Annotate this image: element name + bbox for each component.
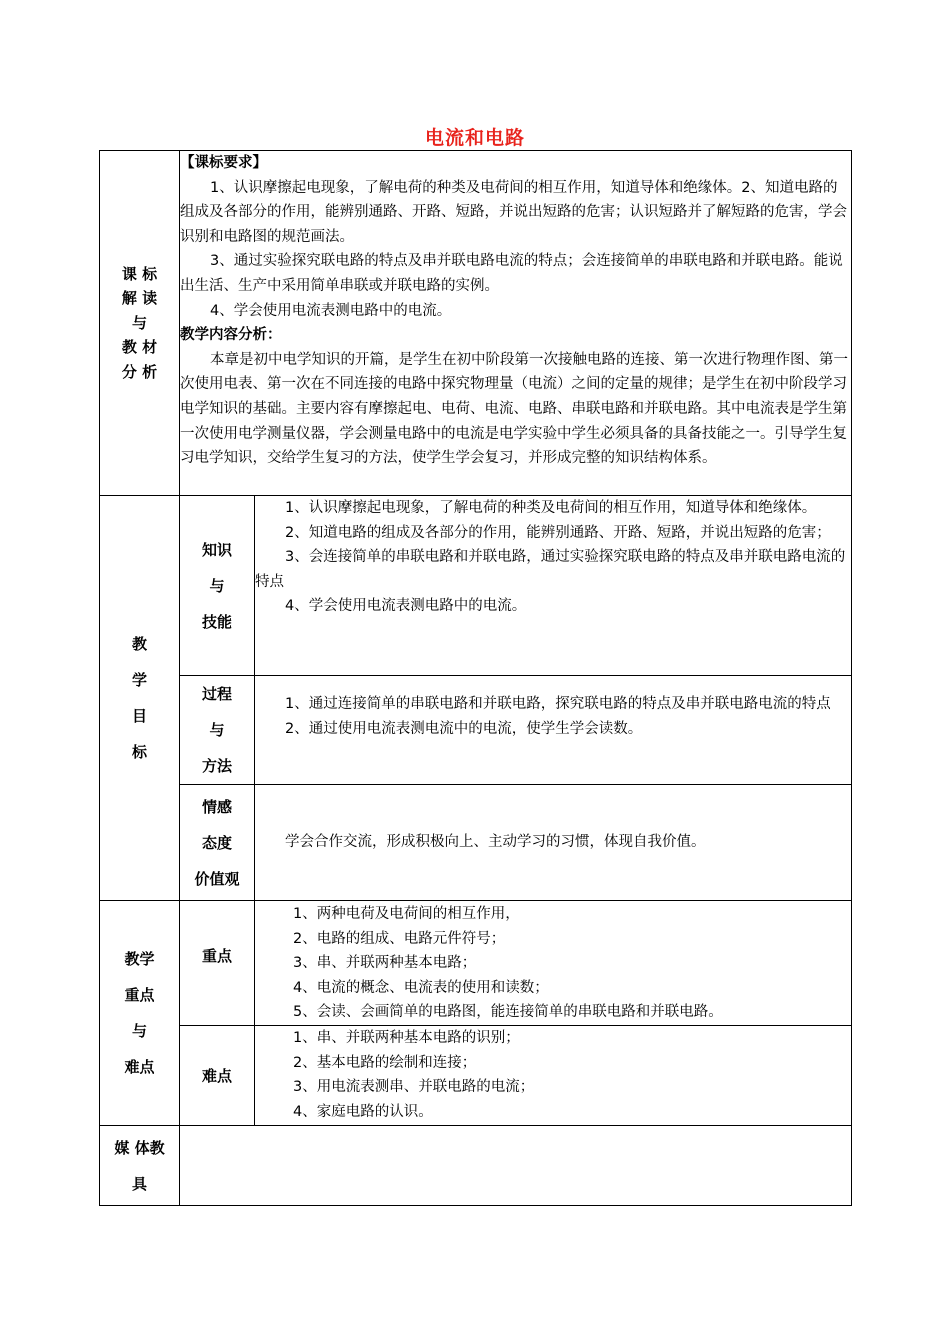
teaching-goals-label bbox=[100, 496, 180, 901]
media-tools-label bbox=[100, 1126, 180, 1206]
key-point-item: 5、会读、会画简单的电路图，能连接简单的串联电路和并联电路。 bbox=[293, 1004, 723, 1021]
label-line: 分 析 bbox=[121, 362, 158, 381]
media-tools-content bbox=[180, 1126, 852, 1206]
label-line: 与 bbox=[131, 1022, 147, 1040]
difficult-point-item: 4、家庭电路的认识。 bbox=[293, 1103, 433, 1120]
difficult-point-item: 2、基本电路的绘制和连接； bbox=[293, 1054, 477, 1071]
knowledge-skills-content bbox=[255, 496, 852, 676]
key-points-label: 重点 bbox=[180, 901, 255, 1026]
key-point-item: 4、电流的概念、电流表的使用和读数； bbox=[293, 979, 549, 996]
label-line: 与 bbox=[131, 313, 147, 332]
process-method-content bbox=[255, 676, 852, 785]
teaching-goals-row-1 bbox=[100, 496, 852, 676]
goal-item: 1、通过连接简单的串联电路和并联电路，探究联电路的特点及串并联电路电流的特点 bbox=[285, 696, 831, 712]
curriculum-analysis-content bbox=[180, 151, 852, 496]
label-line: 情感 bbox=[201, 797, 232, 816]
teaching-goals-row-3 bbox=[100, 785, 852, 901]
label-line: 与 bbox=[209, 576, 225, 595]
key-points-row bbox=[100, 901, 852, 1026]
label-line: 方法 bbox=[201, 757, 232, 775]
content-analysis-text: 本章是初中电学知识的开篇，是学生在初中阶段第一次接触电路的连接、第一次进行物理作图、第一次使用电表、第一次在不同连接的电路中探究物理量（电流）之间的定量的规律；是学生在初中阶段学习电学知识的基础。主要内容有摩擦起电、电荷、电流、电路、串联电路和并联电路。其中电流表是学生第一次使用电学测量仪器，学会测量电路中的电流是电学实验中学生必须具备的具备技能之一。引导学生复习电学知识，交给学生复习的方法，使学生学会复习，并形成完整的知识结构体系。 bbox=[180, 351, 848, 467]
label-line: 具 bbox=[131, 1175, 147, 1193]
goal-item: 1、认识摩擦起电现象，了解电荷的种类及电荷间的相互作用，知道导体和绝缘体。 bbox=[285, 500, 817, 516]
goal-item: 2、通过使用电流表测电流中的电流，使学生学会读数。 bbox=[285, 720, 643, 737]
key-point-item: 3、串、并联两种基本电路； bbox=[293, 955, 477, 972]
label-line: 过程 bbox=[201, 685, 232, 703]
label-line: 教 材 bbox=[121, 338, 158, 357]
label-line: 标 bbox=[131, 743, 147, 761]
label-line: 与 bbox=[209, 721, 225, 739]
label-line: 教学 bbox=[124, 950, 155, 968]
goal-item: 3、会连接简单的串联电路和并联电路，通过实验探究联电路的特点及串并联电路电流的特点 bbox=[255, 549, 846, 590]
lesson-plan-table bbox=[99, 150, 852, 1206]
content-analysis-heading: 教学内容分析： bbox=[180, 327, 282, 344]
label-line: 态度 bbox=[201, 833, 232, 852]
label-line: 技能 bbox=[201, 612, 232, 631]
curriculum-analysis-row bbox=[100, 151, 852, 496]
label-line: 学 bbox=[131, 671, 147, 689]
curriculum-heading: 【课标要求】 bbox=[180, 155, 267, 171]
difficult-points-content bbox=[255, 1026, 852, 1126]
difficult-points-label: 难点 bbox=[180, 1026, 255, 1126]
goal-item: 4、学会使用电流表测电路中的电流。 bbox=[285, 598, 527, 615]
label-line: 难点 bbox=[124, 1058, 155, 1076]
key-point-item: 2、电路的组成、电路元件符号； bbox=[293, 930, 506, 947]
label-line: 知识 bbox=[201, 540, 232, 559]
difficult-point-item: 1、串、并联两种基本电路的识别； bbox=[293, 1030, 520, 1046]
label-line: 媒 体教 bbox=[114, 1139, 165, 1157]
curriculum-item: 3、通过实验探究联电路的特点及串并联电路电流的特点；会连接简单的串联电路和并联电路。能说出生活、生产中采用简单串联或并联电路的实例。 bbox=[180, 253, 843, 294]
label-line: 课 标 bbox=[121, 264, 158, 283]
knowledge-skills-label bbox=[180, 496, 255, 676]
label-line: 价值观 bbox=[194, 869, 240, 888]
teaching-goals-row-2 bbox=[100, 676, 852, 785]
label-line: 解 读 bbox=[121, 289, 158, 308]
label-line: 重点 bbox=[124, 986, 155, 1004]
goal-item: 2、知道电路的组成及各部分的作用，能辨别通路、开路、短路，并说出短路的危害； bbox=[285, 524, 831, 541]
goal-item: 学会合作交流，形成积极向上、主动学习的习惯，体现自我价值。 bbox=[285, 834, 706, 851]
curriculum-item: 4、学会使用电流表测电路中的电流。 bbox=[210, 302, 452, 319]
key-difficult-label bbox=[100, 901, 180, 1126]
difficult-points-row bbox=[100, 1026, 852, 1126]
media-tools-row bbox=[100, 1126, 852, 1206]
difficult-point-item: 3、用电流表测串、并联电路的电流； bbox=[293, 1079, 535, 1096]
label-line: 目 bbox=[131, 707, 147, 725]
attitude-values-content bbox=[255, 785, 852, 901]
curriculum-item: 1、认识摩擦起电现象，了解电荷的种类及电荷间的相互作用，知道导体和绝缘体。2、知道电路的组成及各部分的作用，能辨别通路、开路、短路，并说出短路的危害；认识短路并了解短路的危害，学会识别和电路图的规范画法。 bbox=[180, 179, 847, 245]
key-point-item: 1、两种电荷及电荷间的相互作用， bbox=[293, 906, 520, 922]
process-method-label bbox=[180, 676, 255, 785]
attitude-values-label bbox=[180, 785, 255, 901]
curriculum-analysis-label bbox=[100, 151, 180, 496]
key-points-content bbox=[255, 901, 852, 1026]
label-line: 教 bbox=[131, 635, 147, 653]
page-title: 电流和电路 bbox=[424, 127, 525, 149]
